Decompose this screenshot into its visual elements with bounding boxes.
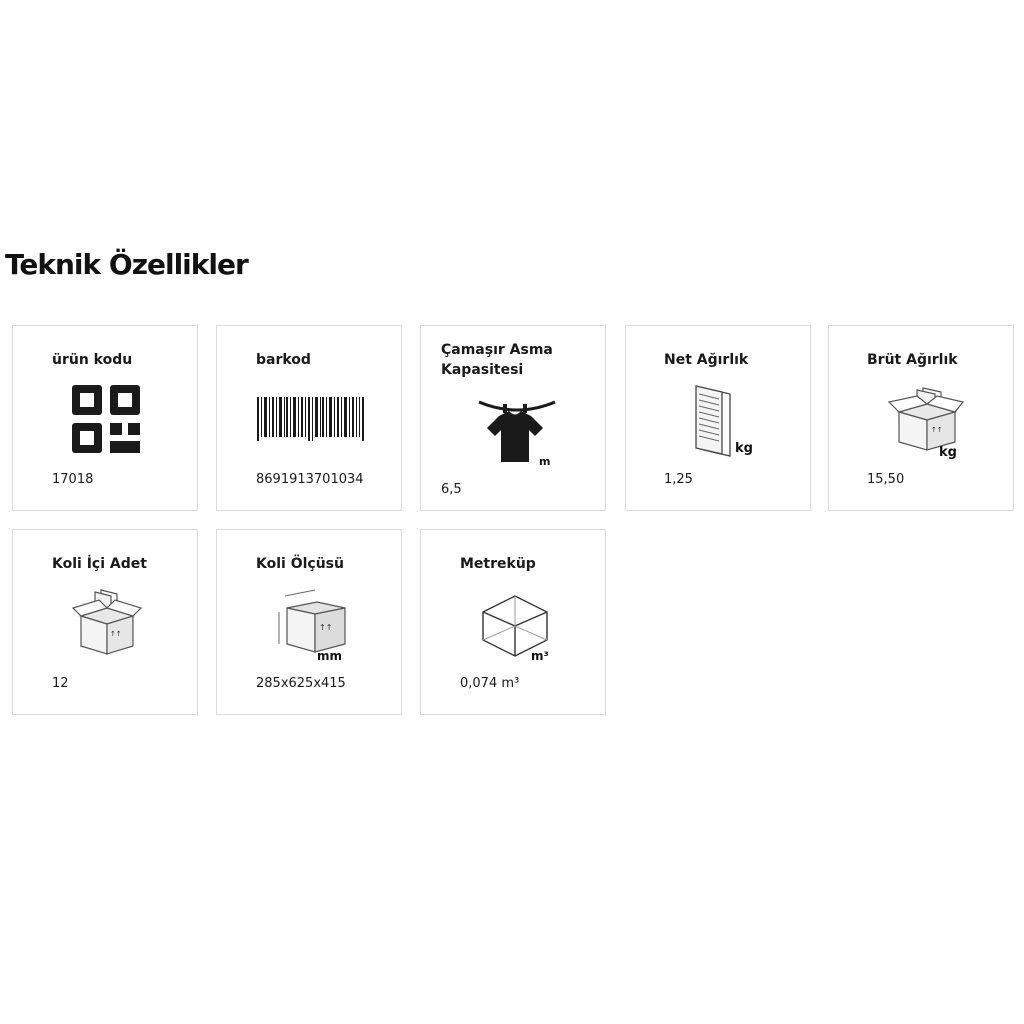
unit-label: mm bbox=[317, 649, 343, 662]
svg-text:↑↑: ↑↑ bbox=[319, 623, 333, 632]
spec-card-net-weight bbox=[625, 325, 811, 511]
box-dimensions-icon bbox=[273, 588, 357, 662]
spec-label: Koli İçi Adet bbox=[52, 556, 147, 572]
unit-label: m bbox=[539, 455, 551, 468]
spec-value: 8691913701034 bbox=[256, 472, 364, 487]
spec-value: 15,50 bbox=[867, 472, 905, 487]
spec-label: Metreküp bbox=[460, 556, 536, 572]
svg-text:↑↑: ↑↑ bbox=[110, 630, 122, 638]
net-weight-icon bbox=[690, 384, 760, 458]
spec-card-product-code bbox=[12, 325, 198, 511]
spec-label: barkod bbox=[256, 352, 311, 368]
spec-value: 285x625x415 bbox=[256, 676, 346, 691]
spec-card-volume bbox=[420, 529, 606, 715]
svg-text:↑↑: ↑↑ bbox=[931, 426, 943, 434]
cube-volume-icon bbox=[479, 590, 559, 664]
spec-label: Net Ağırlık bbox=[664, 352, 749, 368]
spec-card-barcode bbox=[216, 325, 402, 511]
box-quantity-icon bbox=[71, 588, 147, 662]
spec-card-laundry-capacity bbox=[420, 325, 606, 511]
unit-label: m³ bbox=[531, 649, 549, 663]
unit-label: kg bbox=[735, 441, 753, 456]
spec-label: Koli Ölçüsü bbox=[256, 556, 344, 572]
spec-value: 17018 bbox=[52, 472, 94, 487]
spec-label: Çamaşır Asma Kapasitesi bbox=[441, 342, 553, 378]
spec-label: ürün kodu bbox=[52, 352, 133, 368]
barcode-icon bbox=[257, 397, 367, 441]
spec-card-box-dimensions bbox=[216, 529, 402, 715]
unit-label: kg bbox=[939, 445, 957, 460]
spec-label: Brüt Ağırlık bbox=[867, 352, 958, 368]
spec-value: 12 bbox=[52, 676, 69, 691]
spec-value: 0,074 m³ bbox=[460, 676, 520, 691]
qr-code-icon bbox=[72, 385, 142, 455]
spec-card-gross-weight bbox=[828, 325, 1014, 511]
spec-value: 1,25 bbox=[664, 472, 693, 487]
spec-card-box-quantity bbox=[12, 529, 198, 715]
spec-value: 6,5 bbox=[441, 482, 462, 497]
gross-weight-box-icon bbox=[887, 384, 967, 460]
page-title: Teknik Özellikler bbox=[5, 248, 248, 281]
laundry-line-icon bbox=[477, 392, 557, 470]
